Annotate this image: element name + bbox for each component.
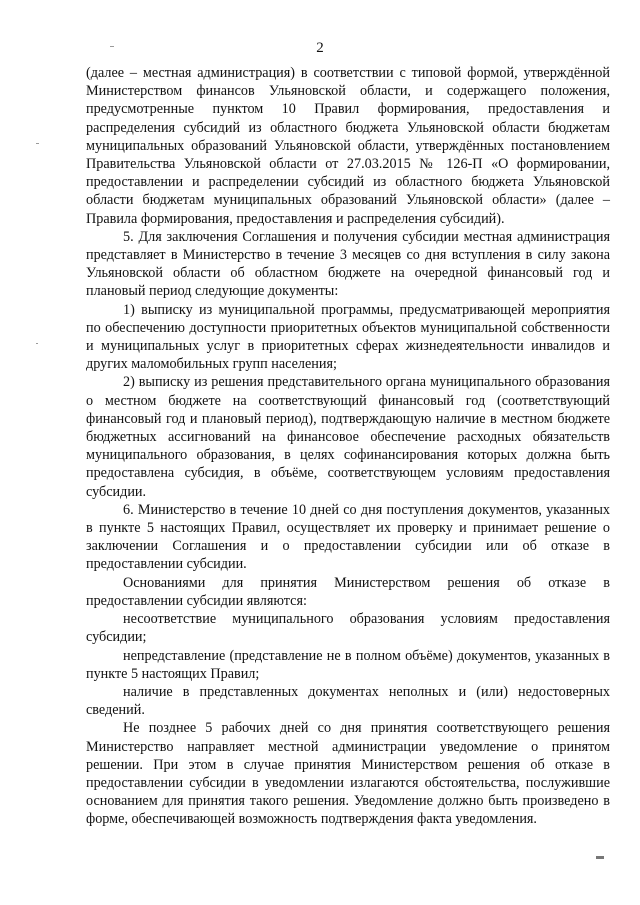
paragraph-item-6: 6. Министерство в течение 10 дней со дня поступления документов, указанных в пункте 5 настоящих Правил, осуществляет их проверку и принимает решение о заключении Соглашения и о предоставлении субсидии или об отказе в предоставлении субсидии.: [86, 501, 610, 573]
paragraph-subitem-2: 2) выписку из решения представительного органа муниципального образования о местном бюджете на соответствующий финансовый год (соответствующий финансовый год и плановый период), подтверждающую наличие в местном бюджете бюджетных ассигнований на финансовое обеспечение расходных обязательств муниципального образования, в целях софинансирования которых должна быть предоставлена субсидия, в объёме, соответствующем условиям предоставления субсидии.: [86, 374, 610, 500]
paragraph-ground-1: несоответствие муниципального образования условиям предоставления субсидии;: [86, 611, 610, 646]
paragraph-notification: Не позднее 5 рабочих дней со дня принятия соответствующего решения Министерство направляет местной администрации уведомление о принятом решении. При этом в случае принятия Министерством решения об отказе в предоставлении субсидии в уведомлении излагаются обстоятельства, послужившие основанием для принятия такого решения. Уведомление должно быть произведено в форме, обеспечивающей возможность подтверждения факта уведомления.: [86, 720, 610, 828]
paragraph-ground-3: наличие в представленных документах неполных и (или) недостоверных сведений.: [86, 683, 610, 719]
scan-mark: [36, 343, 38, 344]
paragraph-refusal-grounds: Основаниями для принятия Министерством решения об отказе в предоставлении субсидии являются:: [86, 574, 610, 609]
scan-mark: [36, 143, 39, 144]
page-number: 2: [316, 40, 324, 56]
paragraph-subitem-1: 1) выписку из муниципальной программы, предусматривающей мероприятия по обеспечению доступности приоритетных объектов муниципальной собственности и муниципальных услуг в приоритетных сферах жизнедеятельности инвалидов и других маломобильных групп населения;: [86, 301, 610, 373]
paragraph-item-5: 5. Для заключения Соглашения и получения субсидии местная администрация представляет в Министерство в течение 3 месяцев со дня вступления в силу закона Ульяновской области об областном бюджете на очередной финансовый год и плановый период следующие документы:: [86, 228, 610, 300]
paragraph-continuation: (далее – местная администрация) в соответствии с типовой формой, утверждённой Министерством финансов Ульяновской области, и содержащего положения, предусмотренные пунктом 10 Правил формирования, предоставления и распределения субсидий из областного бюджета Ульяновской области бюджетам муниципальных образований Ульяновской области, утверждённых постановлением Правительства Ульяновской области от 27.03.2015 № 126-П «О формировании, предоставлении и распределении субсидий из областного бюджета Ульяновской области бюджетам муниципальных образований Ульяновской области» (далее – Правила формирования, предоставления и распределения субсидий).: [86, 65, 610, 227]
scan-mark: [596, 856, 604, 859]
paragraph-ground-2: непредставление (представление не в полном объёме) документов, указанных в пункте 5 настоящих Правил;: [86, 647, 610, 682]
document-body: [86, 64, 610, 829]
scan-mark: [110, 46, 114, 47]
